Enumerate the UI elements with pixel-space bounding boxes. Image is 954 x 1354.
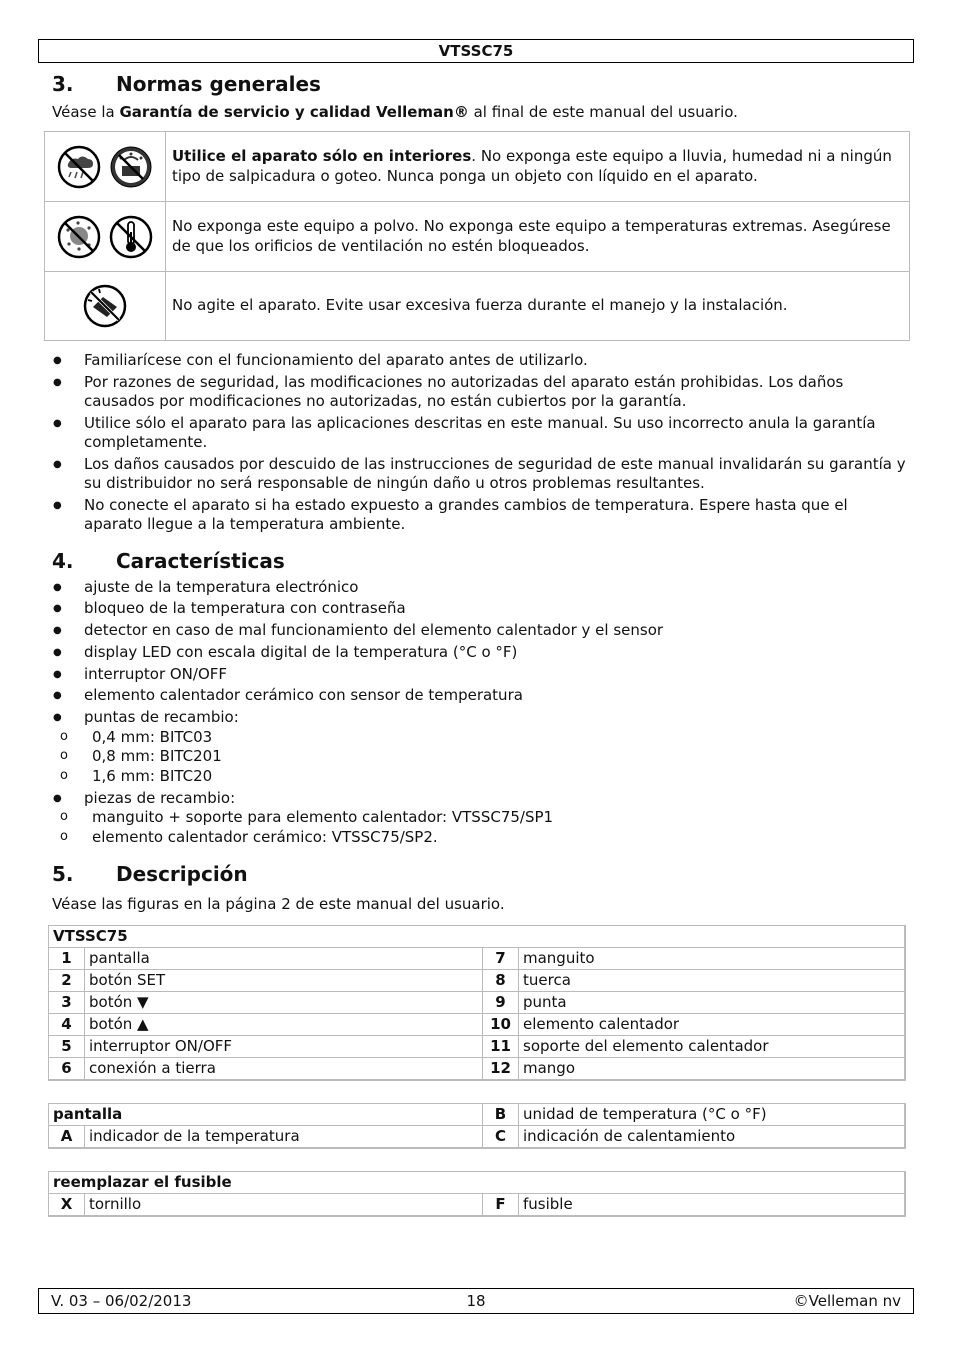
no-shaking-icon <box>82 283 128 329</box>
list-item <box>52 789 910 848</box>
table-row: 6 conexión a tierra 12 mango <box>49 1058 906 1081</box>
sub-list-item: o 0,8 mm: BITC201 <box>52 747 910 767</box>
list-item: ● Familiarícese con el funcionamiento del aparato antes de utilizarlo. <box>52 351 910 371</box>
footer-page-number: 18 <box>466 1292 486 1310</box>
table-row: 5 interruptor ON/OFF 11 soporte del elemento calentador <box>49 1036 906 1058</box>
parts-list <box>52 808 910 847</box>
safety-text-bold: Utilice el aparato sólo en interiores <box>172 146 472 165</box>
no-splash-icon <box>108 144 154 190</box>
list-item: ● detector en caso de mal funcionamiento del elemento calentador y el sensor <box>52 621 910 641</box>
sub-list-item: o 1,6 mm: BITC20 <box>52 767 910 787</box>
page-footer <box>38 1288 914 1314</box>
list-item: ● interruptor ON/OFF <box>52 665 910 685</box>
no-dust-icon <box>56 214 102 260</box>
list-item: ● Utilice sólo el aparato para las aplicaciones descritas en este manual. Su uso incorrecto anula la garantía completamente. <box>52 414 910 453</box>
page-header <box>38 39 914 63</box>
list-item: ● ajuste de la temperatura electrónico <box>52 578 910 598</box>
list-item: ● bloqueo de la temperatura con contraseña <box>52 599 910 619</box>
section-3-bullets <box>52 351 910 535</box>
list-item: ● No conecte el aparato si ha estado expuesto a grandes cambios de temperatura. Espere hasta que el aparato llegue a la temperatura ambiente. <box>52 496 910 535</box>
table-header: reemplazar el fusible <box>49 1172 906 1194</box>
safety-table <box>44 131 910 341</box>
sub-list-item: o manguito + soporte para elemento calentador: VTSSC75/SP1 <box>52 808 910 828</box>
sub-list-item: o elemento calentador cerámico: VTSSC75/SP2. <box>52 828 910 848</box>
table-row: 2 botón SET 8 tuerca <box>49 970 906 992</box>
safety-row <box>45 272 910 341</box>
fuse-table <box>48 1171 906 1217</box>
parts-label: piezas de recambio: <box>84 788 236 807</box>
list-item: ● elemento calentador cerámico con sensor de temperatura <box>52 686 910 706</box>
list-item: ● display LED con escala digital de la temperatura (°C o °F) <box>52 643 910 663</box>
no-rain-icon <box>56 144 102 190</box>
list-item <box>52 708 910 786</box>
list-item: ● Los daños causados por descuido de las instrucciones de seguridad de este manual invalidarán su garantía y su distribuidor no será responsable de ningún daño u otros problemas resultantes. <box>52 455 910 494</box>
footer-version: V. 03 – 06/02/2013 <box>51 1292 192 1310</box>
section-3-heading: 3. Normas generales <box>52 72 321 96</box>
section-4-bullets <box>52 578 910 848</box>
table-row: A indicador de la temperatura C indicación de calentamiento <box>49 1126 906 1149</box>
table-header: VTSSC75 <box>49 926 906 948</box>
table-row: 1 pantalla 7 manguito <box>49 948 906 970</box>
table-row: pantalla B unidad de temperatura (°C o °F) <box>49 1104 906 1126</box>
sub-list-item: o 0,4 mm: BITC03 <box>52 728 910 748</box>
table-row: X tornillo F fusible <box>49 1194 906 1217</box>
safety-text: No exponga este equipo a polvo. No exponga este equipo a temperaturas extremas. Asegúrese de que los orificios de ventilación no estén bloqueados. <box>172 216 891 255</box>
section-5-heading: 5. Descripción <box>52 862 248 887</box>
tips-label: puntas de recambio: <box>84 708 239 727</box>
section-3-intro: Véase la Garantía de servicio y calidad Velleman® al final de este manual del usuario. <box>52 103 738 121</box>
safety-row <box>45 202 910 272</box>
page-content <box>52 70 910 1217</box>
table-row: 4 botón ▲ 10 elemento calentador <box>49 1014 906 1036</box>
table-header: pantalla <box>49 1104 483 1126</box>
table-row: 3 botón ▼ 9 punta <box>49 992 906 1014</box>
section-5-intro: Véase las figuras en la página 2 de este manual del usuario. <box>52 895 505 914</box>
tips-list <box>52 728 910 787</box>
list-item: ● Por razones de seguridad, las modificaciones no autorizadas del aparato están prohibidas. Los daños causados por modificaciones no autorizadas, no están cubiertos por la garantía. <box>52 373 910 412</box>
safety-text: . No exponga este equipo a lluvia, humedad ni a ningún tipo de salpicadura o goteo. Nunca ponga un objeto con líquido en el aparato. <box>172 146 892 185</box>
safety-row <box>45 132 910 202</box>
section-4-heading: 4. Características <box>52 548 285 573</box>
safety-text: No agite el aparato. Evite usar excesiva fuerza durante el manejo y la instalación. <box>172 296 788 314</box>
header-model: VTSSC75 <box>438 42 514 60</box>
parts-table <box>48 925 906 1081</box>
no-extreme-temperature-icon <box>108 214 154 260</box>
display-table <box>48 1103 906 1149</box>
footer-copyright: ©Velleman nv <box>793 1292 901 1310</box>
